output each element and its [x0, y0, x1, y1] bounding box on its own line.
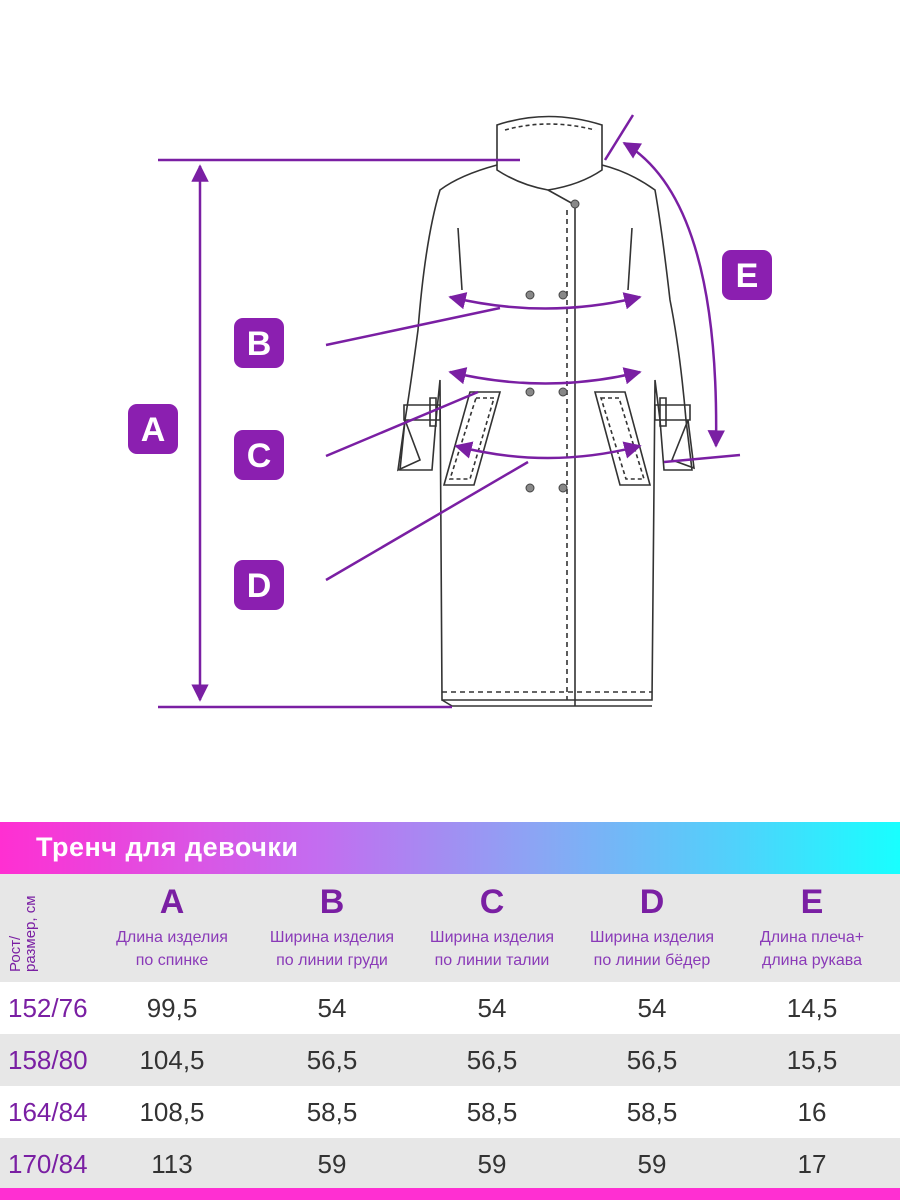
cell-e: 14,5 [786, 993, 838, 1023]
measure-d [326, 446, 640, 580]
table-row [0, 982, 900, 1034]
svg-text:D: D [246, 567, 272, 605]
cell-a: 99,5 [146, 993, 198, 1023]
measure-e [605, 115, 740, 462]
column-header-e: E Длина плеча+ длина рукава [759, 883, 865, 969]
cell-e: 17 [797, 1149, 827, 1179]
table-row [0, 1138, 900, 1190]
badge-c [234, 430, 284, 480]
measure-b [326, 297, 640, 345]
table-row [0, 1034, 900, 1086]
size-column-header: Рост/ размер, см [7, 895, 39, 972]
table-title-bar [0, 822, 900, 874]
badge-e [722, 250, 772, 300]
size-cell: 152/76 [8, 993, 88, 1023]
cell-a: 108,5 [139, 1097, 205, 1127]
column-header-c: C Ширина изделия по линии талии [429, 883, 555, 969]
measure-c [326, 372, 640, 456]
cell-b: 54 [317, 993, 347, 1023]
cell-a: 104,5 [139, 1045, 205, 1075]
table-title: Тренч для девочки [36, 832, 299, 862]
coat-buttons [526, 200, 579, 492]
measure-a [158, 160, 520, 707]
badge-a [128, 404, 178, 454]
cell-d: 54 [637, 993, 667, 1023]
cell-c: 58,5 [466, 1097, 518, 1127]
bottom-accent-bar [0, 1188, 900, 1200]
cell-d: 56,5 [626, 1045, 678, 1075]
size-cell: 170/84 [8, 1149, 88, 1179]
svg-text:E: E [735, 257, 759, 295]
table-row [0, 1086, 900, 1138]
cell-b: 59 [317, 1149, 347, 1179]
coat-outline [398, 117, 694, 707]
cell-c: 56,5 [466, 1045, 518, 1075]
size-cell: 164/84 [8, 1097, 88, 1127]
size-cell: 158/80 [8, 1045, 88, 1075]
cell-b: 56,5 [306, 1045, 358, 1075]
badge-b [234, 318, 284, 368]
cell-d: 59 [637, 1149, 667, 1179]
cell-c: 54 [477, 993, 507, 1023]
column-header-a: A Длина изделия по спинке [116, 883, 228, 969]
cell-e: 15,5 [786, 1045, 838, 1075]
column-header-b: B Ширина изделия по линии груди [269, 883, 395, 969]
table-header-row [0, 874, 900, 982]
svg-text:B: B [246, 325, 272, 363]
cell-e: 16 [797, 1097, 827, 1127]
cell-d: 58,5 [626, 1097, 678, 1127]
cell-c: 59 [477, 1149, 507, 1179]
svg-text:A: A [140, 411, 166, 449]
svg-text:C: C [246, 437, 272, 475]
cell-a: 113 [151, 1149, 193, 1179]
column-header-d: D Ширина изделия по линии бёдер [589, 883, 715, 969]
badge-d [234, 560, 284, 610]
cell-b: 58,5 [306, 1097, 358, 1127]
